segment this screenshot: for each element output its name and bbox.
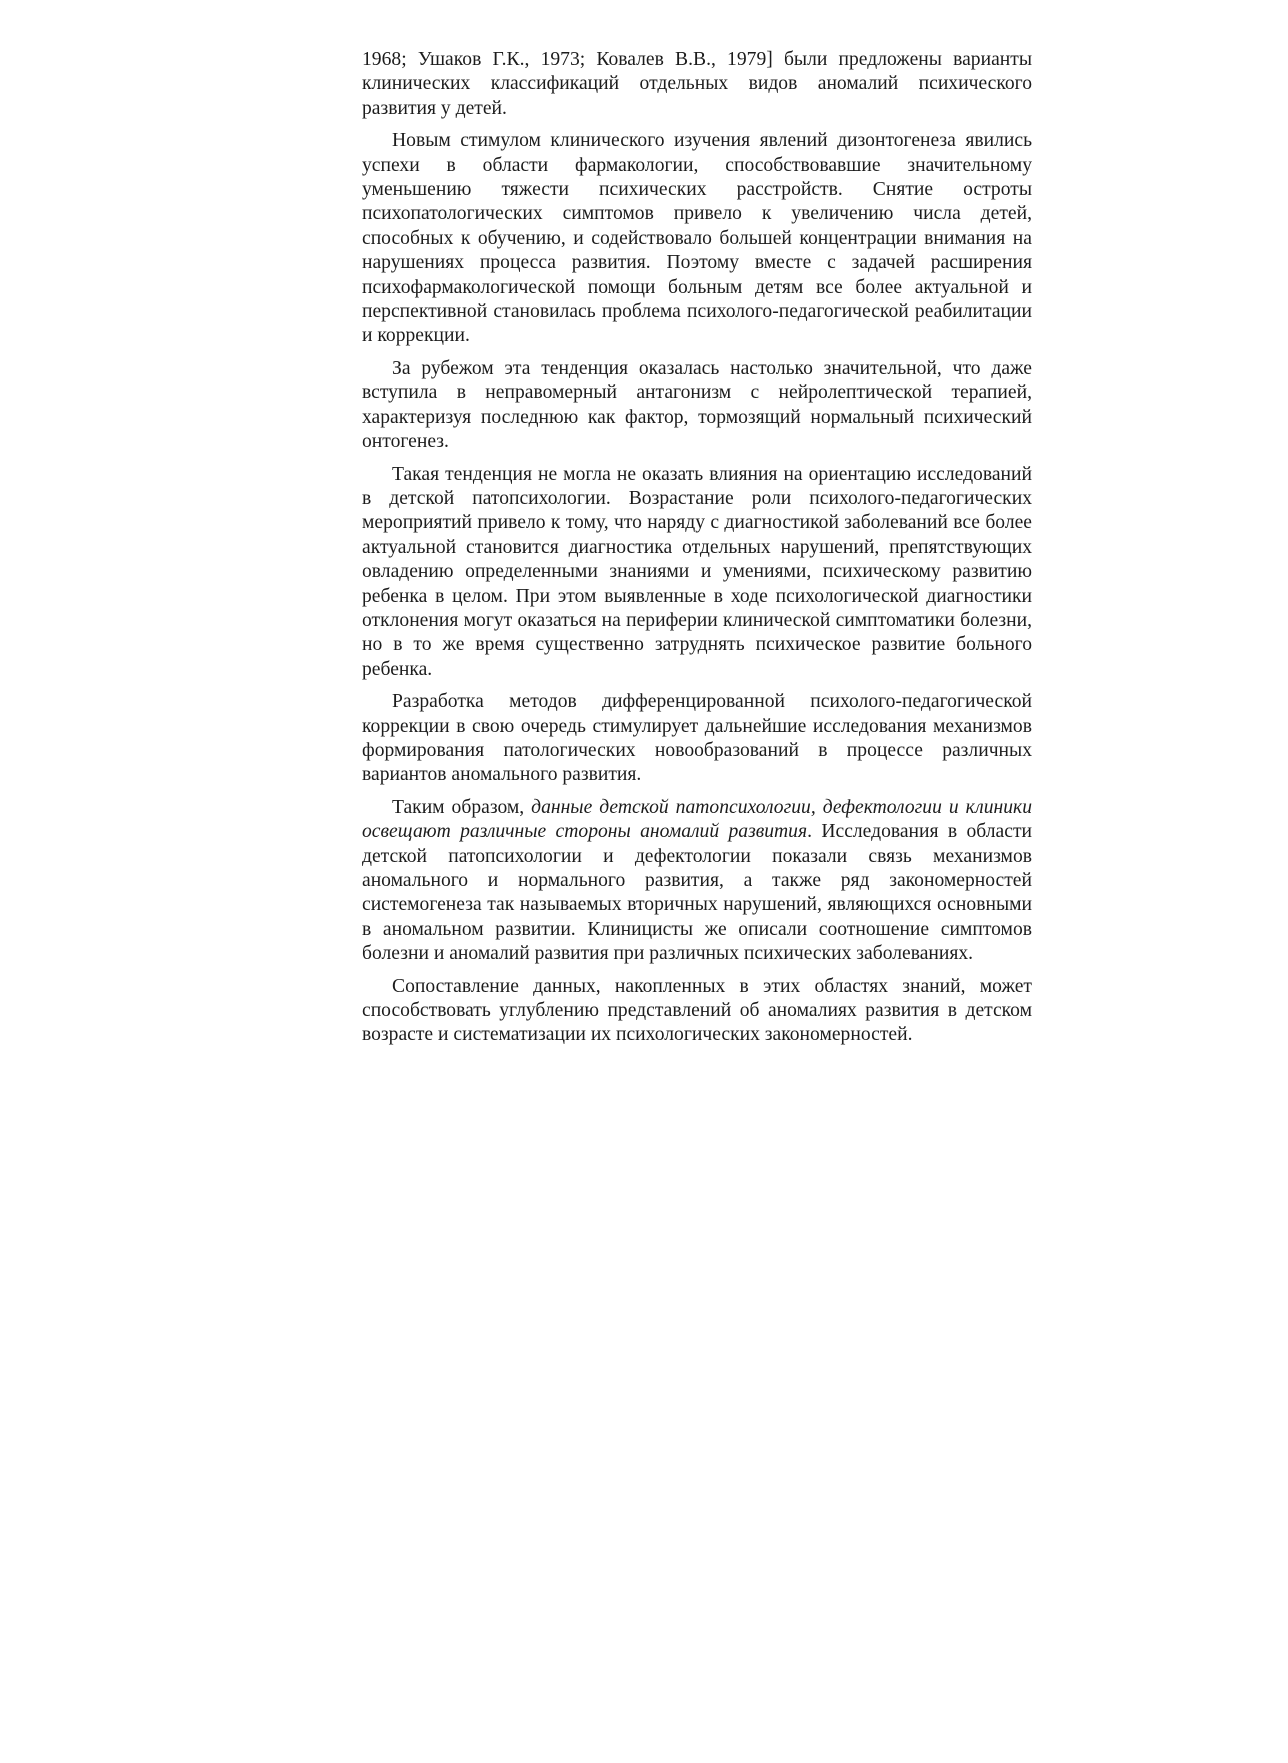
paragraph-6-lead: Таким образом, [392,796,532,818]
paragraph-6-rest: . Исследования в области детской патопсихологии и дефектологии показали связь механизмов аномального и нормального развития, а также ряд закономерностей системогенеза так называемых вторичных нарушений, являющихся основными в аномальном развитии. Клиницисты же описали соотношение симптомов болезни и аномалий развития при различных психических заболеваниях. [362,821,1032,965]
body-text [362,48,1032,1056]
paragraph-5: Разработка методов дифференцированной психолого-педагогической коррекции в свою очередь стимулирует дальнейшие исследования механизмов формирования патологических новообразований в процессе различных вариантов аномального развития. [362,691,1032,786]
paragraph-6-italic: данные детской патопсихологии, дефектологии и клиники освещают различные стороны аномалий развития [362,796,1033,843]
paragraph-7: Сопоставление данных, накопленных в этих областях знаний, может способствовать углублению представлений об аномалиях развития в детском возрасте и систематизации их психологических закономерностей. [362,975,1032,1046]
paragraph-6 [362,796,1032,967]
paragraph-2: Новым стимулом клинического изучения явлений дизонтогенеза явились успехи в области фармакологии, способствовавшие значительному уменьшению тяжести психических расстройств. Снятие остроты психопатологических симптомов привело к увеличению числа детей, способных к обучению, и содействовало большей концентрации внимания на нарушениях процесса развития. Поэтому вместе с задачей расширения психофармакологической помощи больным детям все более актуальной и перспективной становилась проблема психолого-педагогической реабилитации и коррекции. [362,130,1032,347]
paragraph-1: 1968; Ушаков Г.К., 1973; Ковалев В.В., 1979] были предложены варианты клинических классификаций отдельных видов аномалий психического развития у детей. [362,49,1032,119]
paragraph-3: За рубежом эта тенденция оказалась настолько значительной, что даже вступила в неправомерный антагонизм с нейролептической терапией, характеризуя последнюю как фактор, тормозящий нормальный психический онтогенез. [362,357,1032,453]
paragraph-4: Такая тенденция не могла не оказать влияния на ориентацию исследований в детской патопсихологии. Возрастание роли психолого-педагогических мероприятий привело к тому, что наряду с диагностикой заболеваний все более актуальной становится диагностика отдельных нарушений, препятствующих овладению определенными знаниями и умениями, психическому развитию ребенка в целом. При этом выявленные в ходе психологической диагностики отклонения могут оказаться на периферии клинической симптоматики болезни, но в то же время существенно затруднять психическое развитие больного ребенка. [362,463,1032,680]
